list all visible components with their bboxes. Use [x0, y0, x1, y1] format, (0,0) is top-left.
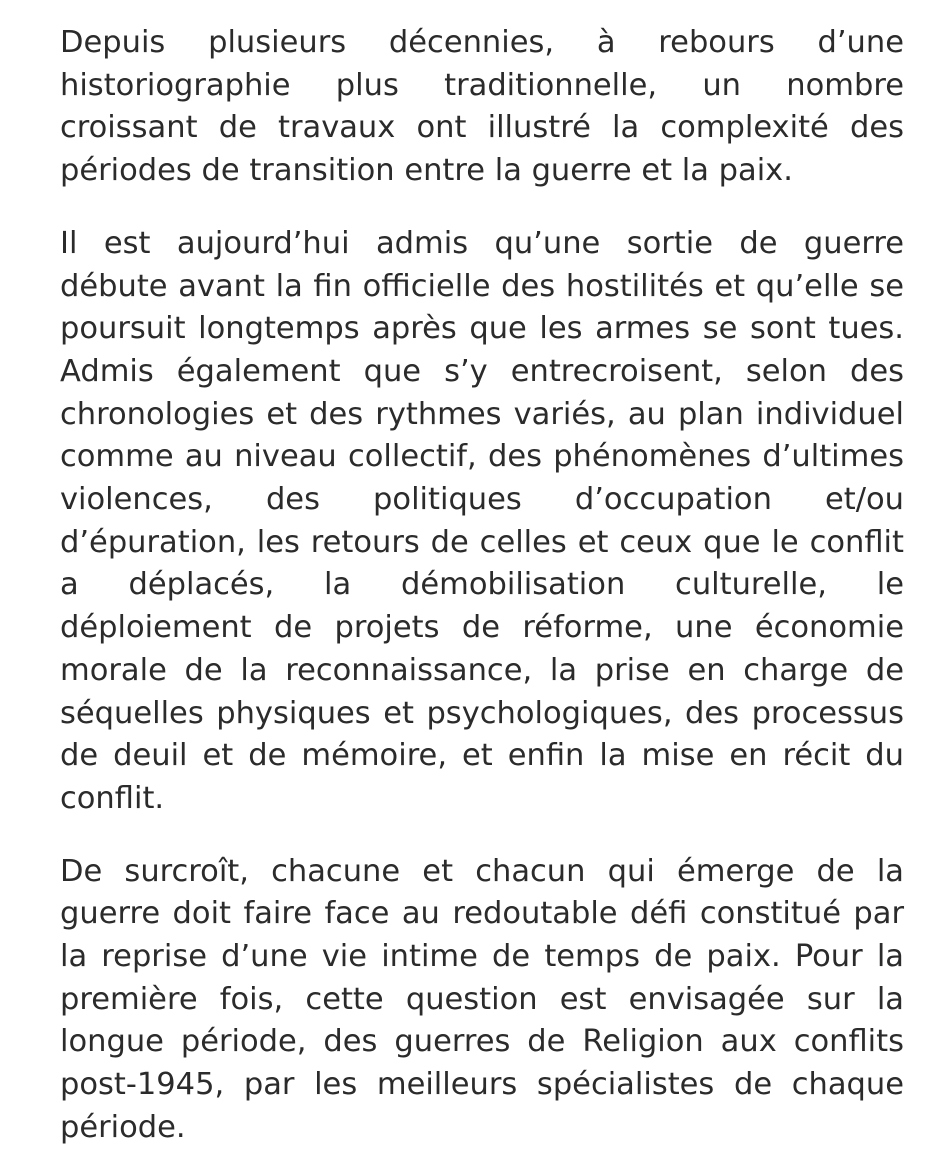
paragraph-intro: Depuis plusieurs décennies, à rebours d’une historiographie plus traditionnelle, un nombre croissant de travaux ont illustré la complexité des périodes de transition entre la guerre et la paix.: [60, 25, 904, 189]
paragraph-sortie-de-guerre: Il est aujourd’hui admis qu’une sortie de guerre débute avant la fin officielle des hostilités et qu’elle se poursuit longtemps après que les armes se sont tues. Admis également que s’y entrecroisent, selon des chronologies et des rythmes variés, au plan individuel comme au niveau collectif, des phénomènes d’ultimes violences, des politiques d’occupation et/ou d’épuration, les retours de celles et ceux que le conflit a déplacés, la démobilisation culturelle, le déploiement de projets de réforme, une économie morale de la reconnaissance, la prise en charge de séquelles physiques et psychologiques, des processus de deuil et de mémoire, et enfin la mise en récit du conflit.: [60, 225, 904, 816]
text-body: [60, 22, 904, 1150]
paragraph-conclusion: De surcroît, chacune et chacun qui émerge de la guerre doit faire face au redoutable défi constitué par la reprise d’une vie intime de temps de paix. Pour la première fois, cette question est envisagée sur la longue période, des guerres de Religion aux conflits post-1945, par les meilleurs spécialistes de chaque période.: [60, 853, 904, 1145]
